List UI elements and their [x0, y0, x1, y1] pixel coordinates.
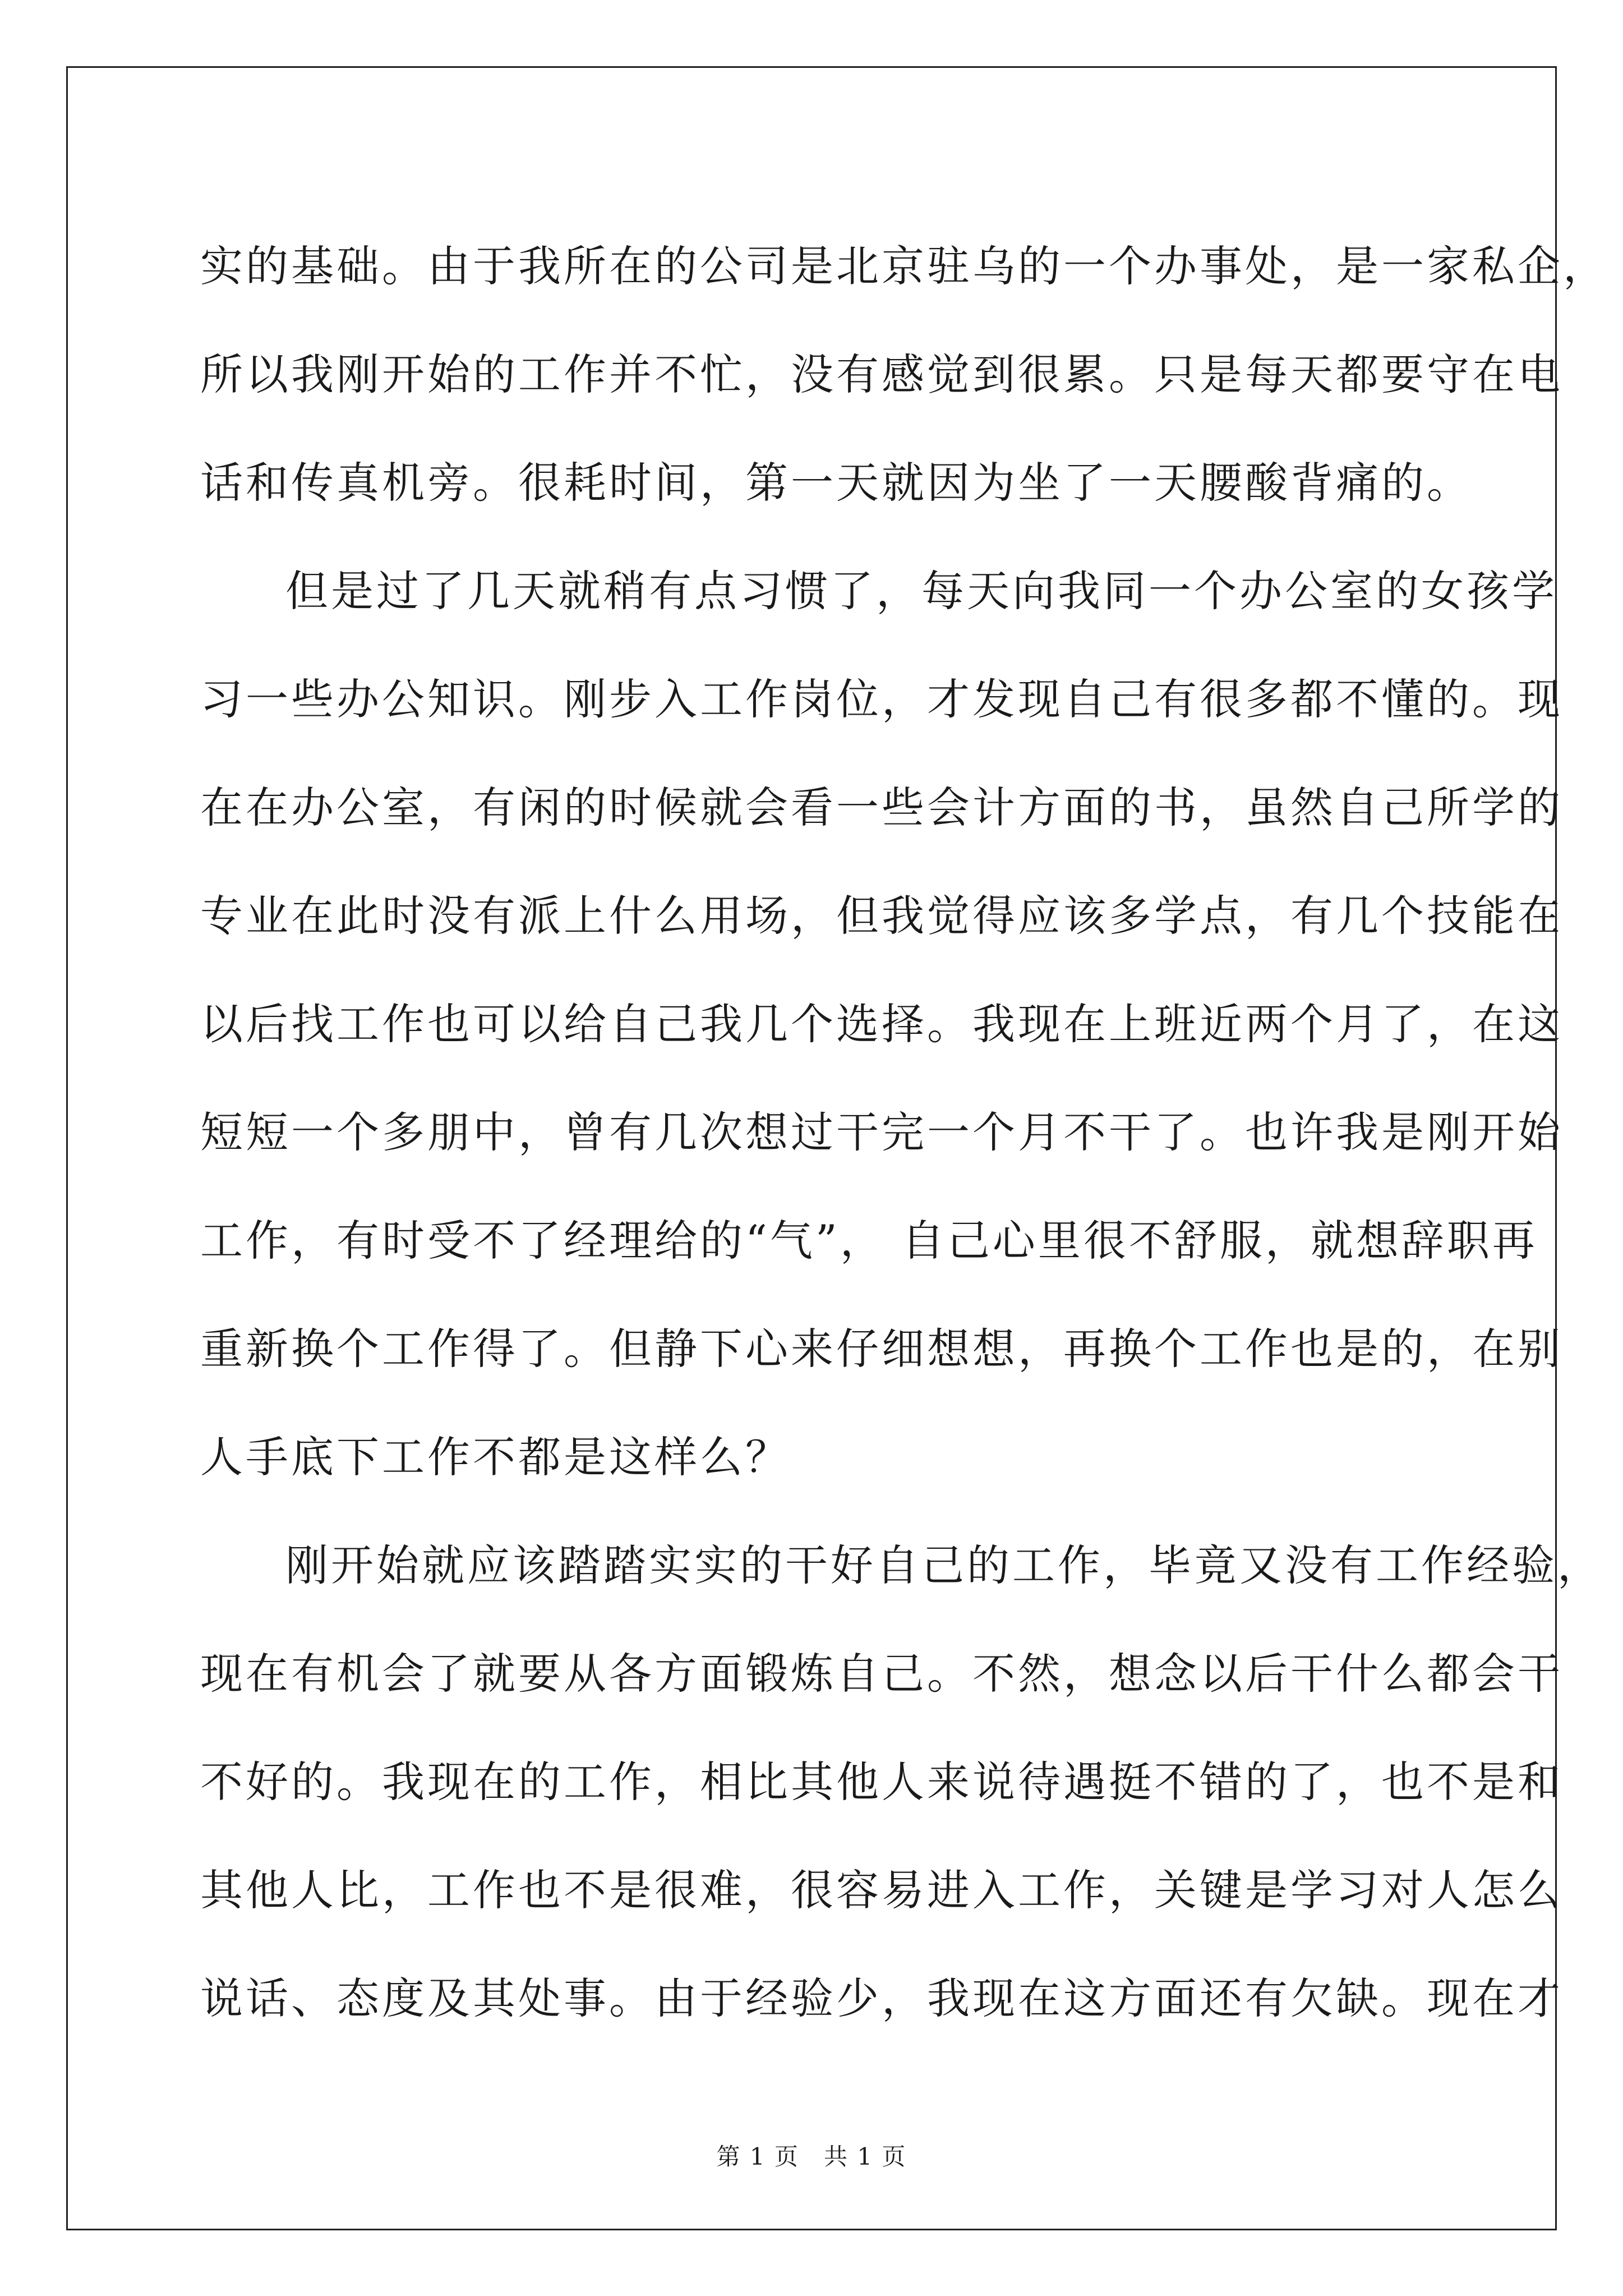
text-line: 所以我刚开始的工作并不忙，没有感觉到很累。只是每天都要守在电 [200, 349, 1563, 399]
document-body [200, 212, 1608, 2053]
text-line: 话和传真机旁。很耗时间，第一天就因为坐了一天腰酸背痛的。 [200, 458, 1472, 508]
text-line: 刚开始就应该踏踏实实的干好自己的工作，毕竟又没有工作经验， [285, 1540, 1603, 1590]
text-line: 其他人比，工作也不是很难，很容易进入工作，关键是学习对人怎么 [200, 1865, 1563, 1915]
paragraph-3 [200, 1511, 1603, 2053]
text-line: 工作，有时受不了经理给的“气”， 自己心里很不舒服，就想辞职再 [200, 1216, 1538, 1266]
paragraph-1 [200, 212, 1608, 537]
text-line: 现在有机会了就要从各方面锻炼自己。不然，想念以后干什么都会干 [200, 1649, 1563, 1699]
text-line: 实的基础。由于我所在的公司是北京驻乌的一个办事处，是一家私企， [200, 241, 1608, 291]
text-line: 人手底下工作不都是这样么？ [200, 1432, 791, 1482]
text-line: 但是过了几天就稍有点习惯了，每天向我同一个办公室的女孩学 [285, 566, 1557, 616]
text-line: 习一些办公知识。刚步入工作岗位，才发现自己有很多都不懂的。现 [200, 674, 1563, 724]
text-line: 不好的。我现在的工作，相比其他人来说待遇挺不错的了，也不是和 [200, 1757, 1563, 1807]
page-number-footer: 第 1 页 共 1 页 [716, 2143, 907, 2170]
text-line: 说话、态度及其处事。由于经验少，我现在这方面还有欠缺。现在才 [200, 1973, 1563, 2023]
text-line: 在在办公室，有闲的时候就会看一些会计方面的书，虽然自己所学的 [200, 783, 1563, 832]
text-line: 短短一个多朋中，曾有几次想过干完一个月不干了。也许我是刚开始 [200, 1107, 1563, 1157]
text-line: 重新换个工作得了。但静下心来仔细想想，再换个工作也是的，在别 [200, 1324, 1563, 1374]
text-line: 专业在此时没有派上什么用场，但我觉得应该多学点，有几个技能在 [200, 891, 1563, 941]
paragraph-2 [200, 537, 1563, 1511]
text-line: 以后找工作也可以给自己我几个选择。我现在上班近两个月了，在这 [200, 999, 1563, 1049]
